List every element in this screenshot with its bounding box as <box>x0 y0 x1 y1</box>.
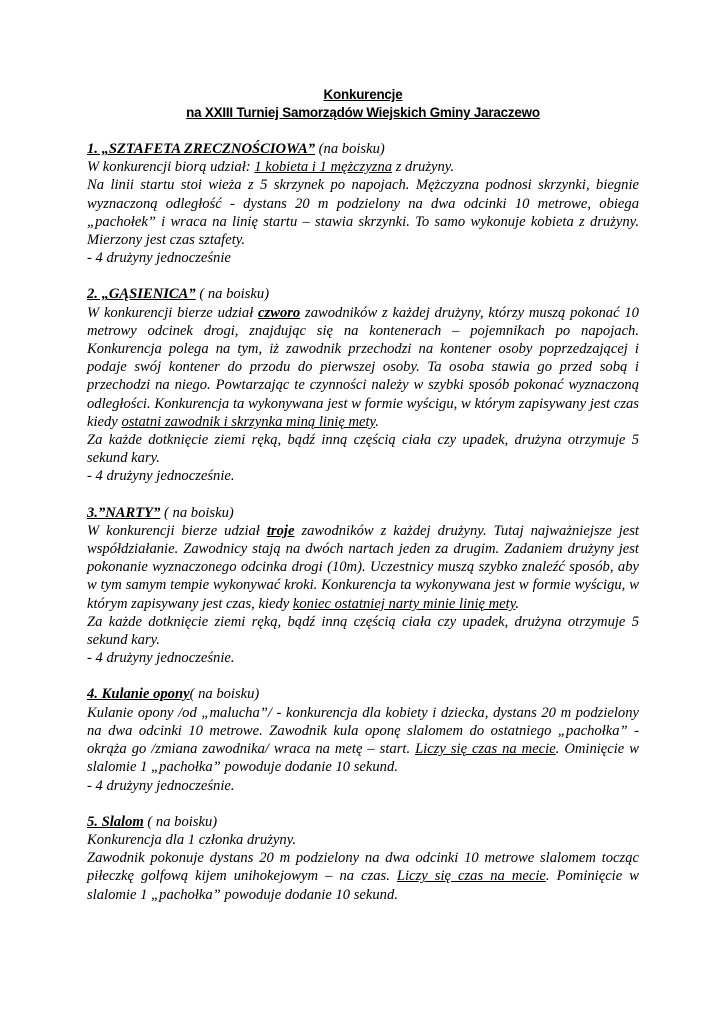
section-body <box>87 522 639 613</box>
text: W konkurencji bierze udział <box>87 304 259 321</box>
participants-underlined: 1 kobieta i 1 mężczyzna <box>254 159 393 176</box>
document-title: Konkurencje <box>323 87 403 102</box>
finish-condition: ostatni zawodnik i skrzynka miną linię mety <box>121 413 376 430</box>
finish-condition: Liczy się czas na mecie <box>415 741 556 758</box>
text: W konkurencji bierze udział <box>87 522 267 539</box>
section-title: 4. Kulanie opony <box>87 686 190 703</box>
section-location: ( na boisku) <box>189 686 260 703</box>
count-emphasis: troje <box>266 522 295 539</box>
text: Zawodnik pokonuje dystans 20 m podzielony na dwa odcinki 10 metrowe slalomem tocząc piłeczkę golfową kijem unihokejowym – na czas. <box>87 850 639 885</box>
section-location: ( na boisku) <box>195 286 270 303</box>
participants-line: Konkurencja dla 1 członka drużyny. <box>87 831 297 848</box>
text: zawodników z każdej drużyny. Tutaj najważniejsze jest współdziałanie. Zawodnicy stają na dwóch nartach jeden za drugim. Zadaniem drużyny jest pokonanie wyznaczonego odcinka drogi (10m). Uczestnicy muszą szybko znaleźć sposób, aby w tym samym tempie wykonywać kroki. Konkurencja ta wykonywana jest w formie wyścigu, w którym zapisywany jest czas, kiedy <box>87 522 639 612</box>
text: W konkurencji biorą udział: <box>87 159 255 176</box>
section-heading <box>87 813 639 831</box>
teams-note: - 4 drużyny jednocześnie. <box>87 468 235 485</box>
finish-condition: Liczy się czas na mecie <box>396 868 546 885</box>
text: z drużyny. <box>392 159 455 176</box>
count-emphasis: czworo <box>258 304 301 321</box>
finish-condition: koniec ostatniej narty minie linię mety <box>292 595 516 612</box>
section-heading <box>87 504 639 522</box>
section-heading <box>87 285 639 303</box>
text: . Ominięcie w slalomie 1 „pachołka” powoduje dodanie 10 sekund. <box>87 741 639 776</box>
section-location: (na boisku) <box>315 141 385 157</box>
section-body <box>87 849 639 904</box>
section-body: Na linii startu stoi wieża z 5 skrzynek po napojach. Mężczyzna podnosi skrzynki, biegnie wyznaczoną odległość - dystans 20 m podzielony na dwa odcinki 10 metrowe, obiega „pachołek” i wraca na linię startu – stawia skrzynki. To samo wykonuje kobieta z drużyny. Mierzony jest czas sztafety. <box>87 177 639 249</box>
section-title: 5. Slalom <box>87 813 144 830</box>
text: . <box>375 413 379 430</box>
section-title: 1. „SZTAFETA ZRECZNOŚCIOWA” <box>87 141 316 157</box>
teams-note: - 4 drużyny jednocześnie. <box>87 777 235 794</box>
section-title: 2. „GĄSIENICA” <box>87 286 196 303</box>
section-gasienica <box>87 285 639 485</box>
section-location: ( na boisku) <box>143 813 218 830</box>
section-slalom <box>87 813 639 904</box>
section-heading <box>87 685 639 703</box>
penalty-note: Za każde dotknięcie ziemi ręką, bądź inną częścią ciała czy upadek, drużyna otrzymuje 5 sekund kary. <box>87 613 639 649</box>
section-narty <box>87 504 639 668</box>
section-location: ( na boisku) <box>160 504 234 521</box>
section-sztafeta <box>87 140 639 267</box>
section-body <box>87 704 639 777</box>
text: . <box>515 595 520 612</box>
document-subtitle: na XXIII Turniej Samorządów Wiejskich Gminy Jaraczewo <box>186 105 540 120</box>
text: zawodników z każdej drużyny, którzy muszą pokonać 10 metrowy odcinek drogi, znajdując się na kontenerach – pojemnikach po napojach. Konkurencja polega na tym, iż zawodnik przechodzi na kontener osoby poprzedzającej i podaje swój kontener do przodu do pierwszej osoby. Ta osoba stawia go przed sobą i przechodzi na niego. Powtarzając te czynności należy w szybki sposób pokonać wyznaczoną odległości. Konkurencja ta wykonywana jest w formie wyścigu, w którym zapisywany jest czas kiedy <box>87 304 639 430</box>
text: . Pominięcie w slalomie 1 „pachołka” powoduje dodanie 10 sekund. <box>87 868 639 903</box>
section-body <box>87 304 639 431</box>
document-page <box>87 86 639 904</box>
text: Kulanie opony /od „malucha”/ - konkurencja dla kobiety i dziecka, dystans 20 m podzielony na dwa odcinki 10 metrowe. Zawodnik kula oponę slalomem do ostatniego „pachołka” - okrąża go /zmiana zawodnika/ wraca na metę – start. <box>87 704 639 758</box>
participants-line <box>87 158 639 176</box>
section-heading <box>87 140 639 158</box>
section-kulanie-opony <box>87 685 639 794</box>
teams-note: - 4 drużyny jednocześnie. <box>87 650 235 667</box>
penalty-note: Za każde dotknięcie ziemi ręką, bądź inną częścią ciała czy upadek, drużyna otrzymuje 5 sekund kary. <box>87 432 639 467</box>
teams-note: - 4 drużyny jednocześnie <box>87 250 231 267</box>
section-title: 3.”NARTY” <box>87 504 161 521</box>
